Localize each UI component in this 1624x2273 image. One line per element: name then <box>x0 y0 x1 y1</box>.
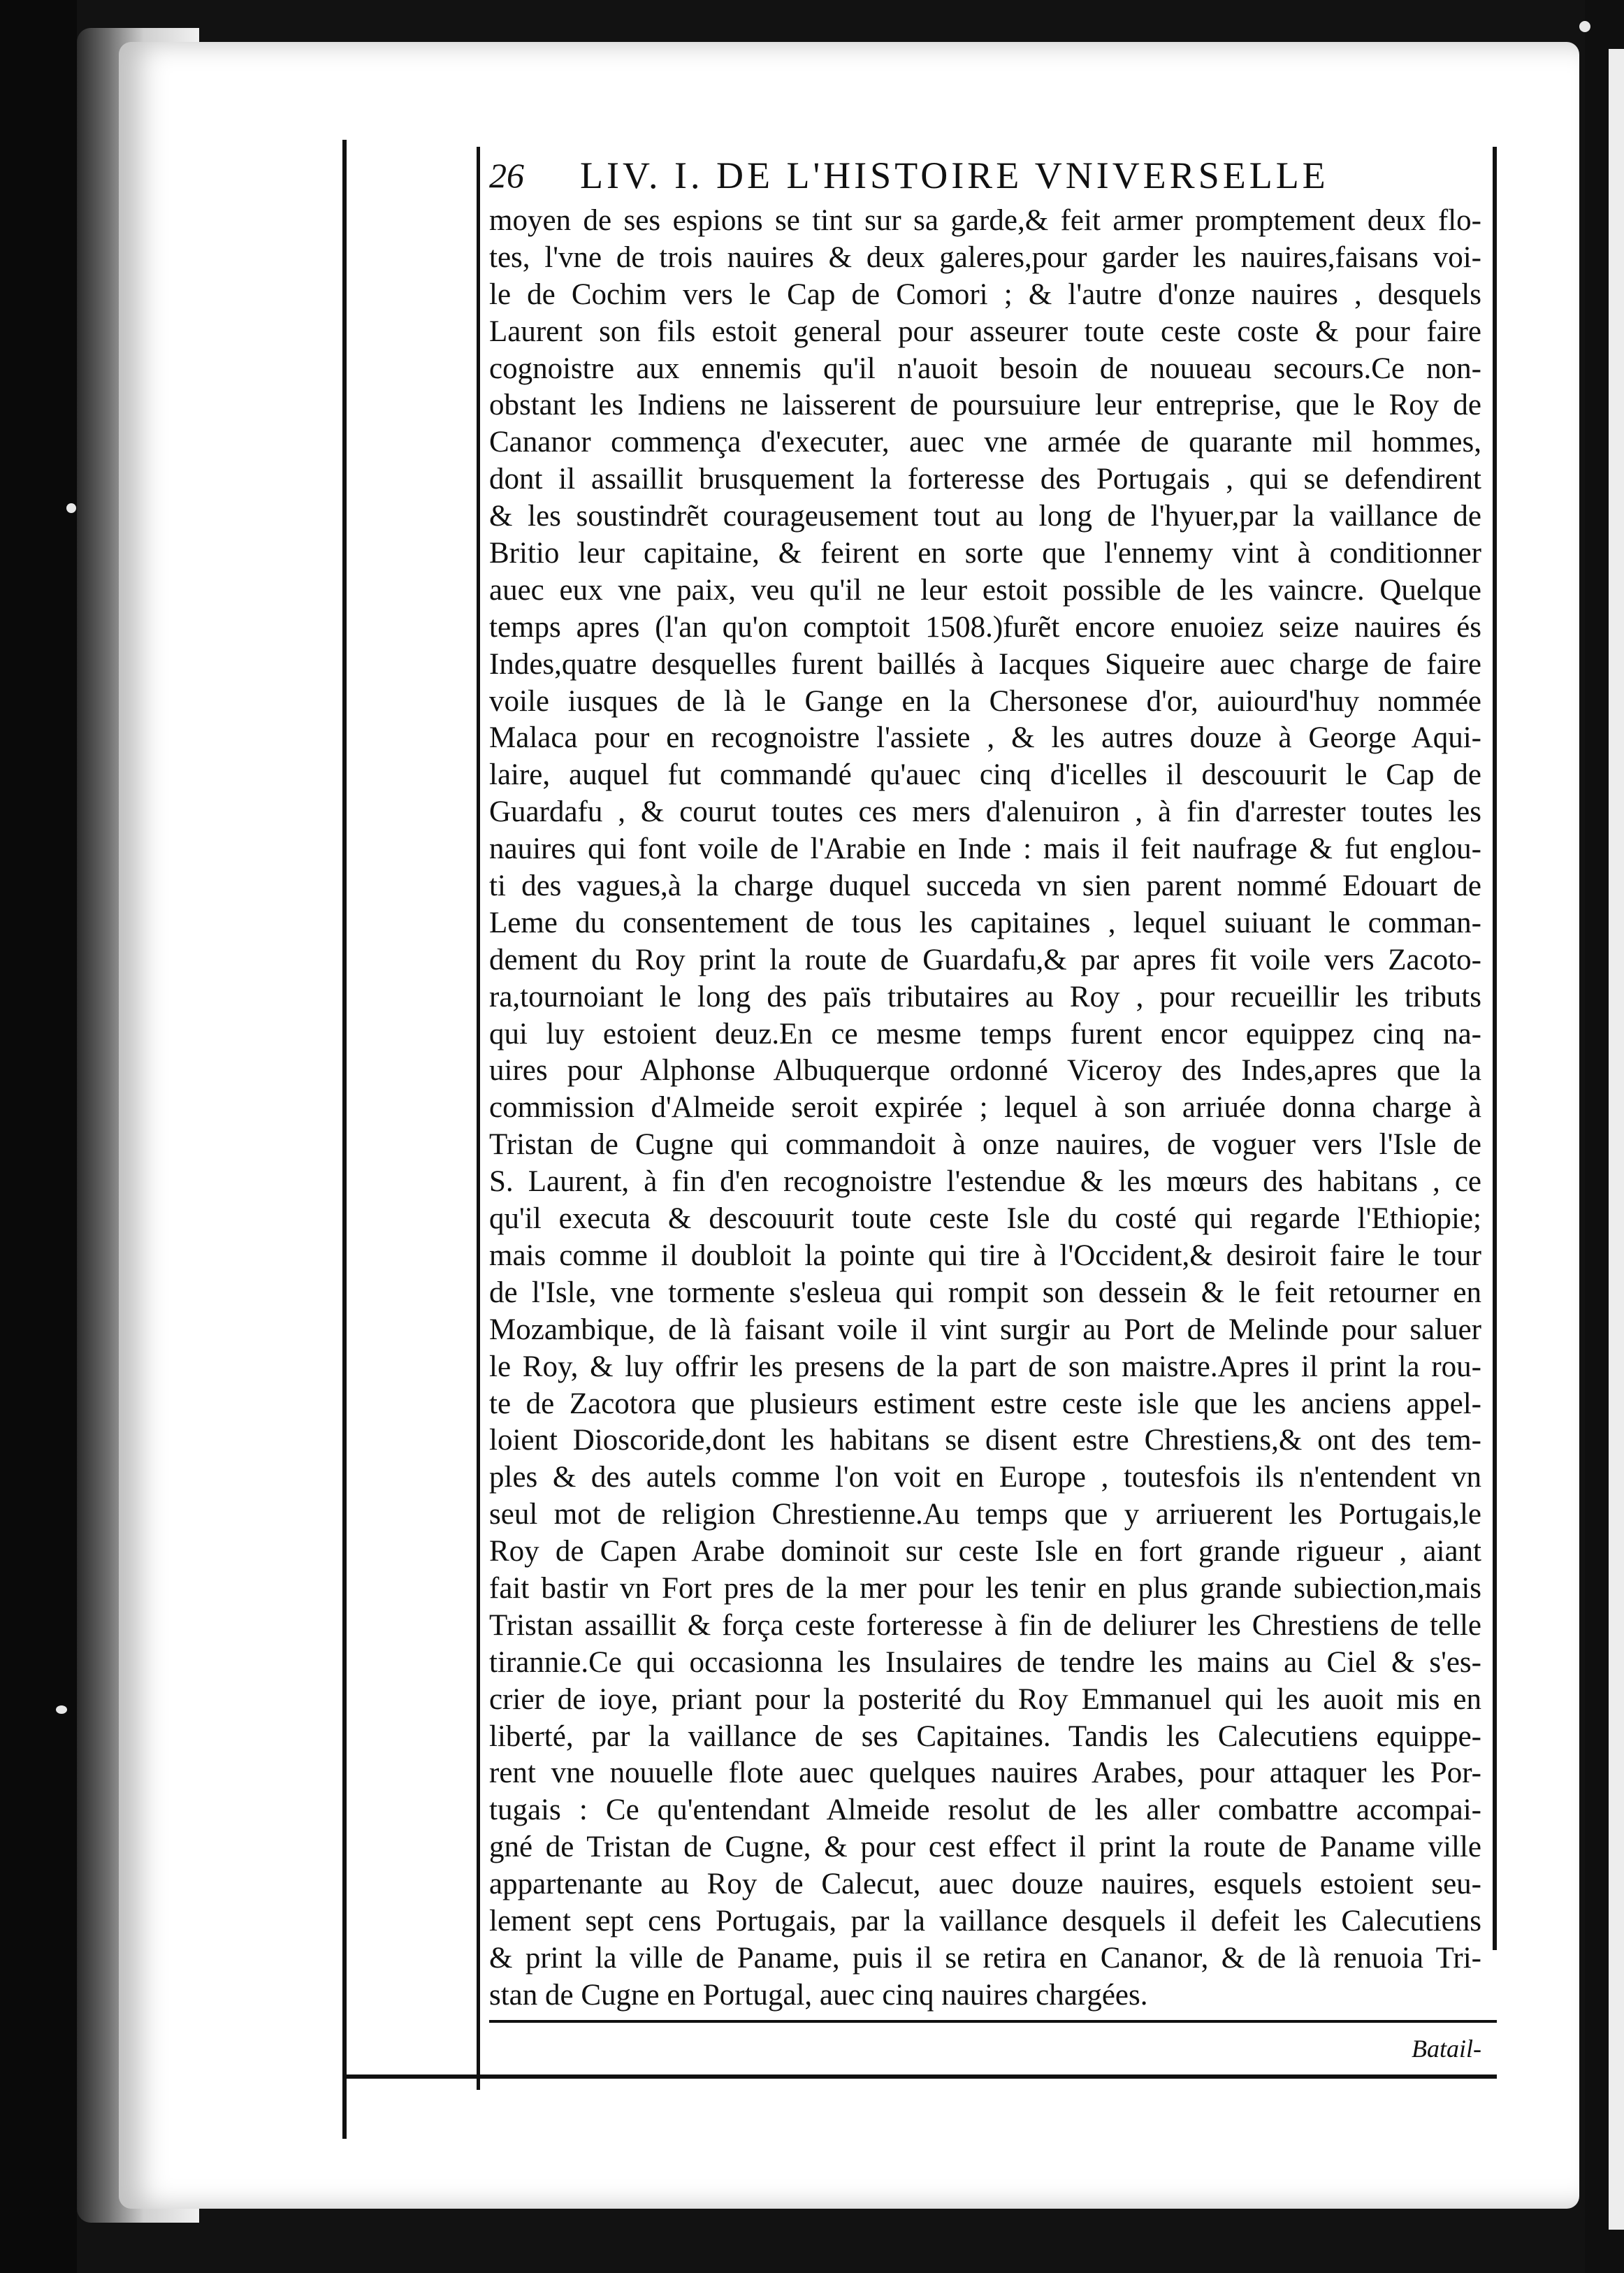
text-line: gné de Tristan de Cugne, & pour cest effect il print la route de Paname ville <box>489 1831 1481 1864</box>
text-block-bottom-rule <box>489 2020 1497 2023</box>
text-line: Indes,quatre desquelles furent baillés à Iacques Siqueire auec charge de faire <box>489 647 1481 681</box>
text-line: & print la ville de Paname, puis il se retira en Cananor, & de là renuoia Tri- <box>489 1941 1481 1975</box>
text-line: qui luy estoient deuz.En ce mesme temps furent encor equippez cinq na- <box>489 1017 1481 1051</box>
scan-speck <box>56 1705 67 1714</box>
scan-background-right <box>1585 0 1624 2273</box>
text-line: loient Dioscoride,dont les habitans se disent estre Chrestiens,& ont des tem- <box>489 1424 1481 1457</box>
catchword: Batail- <box>1412 2035 1481 2063</box>
text-line: cognoistre aux ennemis qu'il n'auoit besoin de nouueau secours.Ce non- <box>489 352 1481 385</box>
text-line: Britio leur capitaine, & feirent en sorte que l'ennemy vint à conditionner <box>489 537 1481 570</box>
body-text <box>489 203 1481 2014</box>
scan-speck <box>66 503 76 513</box>
text-line: qu'il executa & descouurit toute ceste Isle du costé qui regarde l'Ethiopie; <box>489 1202 1481 1236</box>
text-line: Tristan de Cugne qui commandoit à onze nauires, de voguer vers l'Isle de <box>489 1128 1481 1162</box>
text-line: dement du Roy print la route de Guardafu,& par apres fit voile vers Zacoto- <box>489 943 1481 976</box>
text-line: Tristan assaillit & força ceste forteresse à fin de deliurer les Chrestiens de telle <box>489 1608 1481 1642</box>
text-line: Guardafu , & courut toutes ces mers d'alenuiron , à fin d'arrester toutes les <box>489 795 1481 829</box>
text-line: le Roy, & luy offrir les presens de la part de son maistre.Apres il print la rou- <box>489 1350 1481 1383</box>
text-line: tirannie.Ce qui occasionna les Insulaires de tendre les mains au Ciel & s'es- <box>489 1645 1481 1679</box>
text-line: nauires qui font voile de l'Arabie en Inde : mais il feit naufrage & fut englou- <box>489 832 1481 866</box>
text-line: de l'Isle, vne tormente s'esleua qui rompit son dessein & le feit retourner en <box>489 1276 1481 1309</box>
text-line: fait bastir vn Fort pres de la mer pour les tenir en plus grande subiection,mais <box>489 1571 1481 1605</box>
text-line: stan de Cugne en Portugal, auec cinq nauires chargées. <box>489 1978 1148 2012</box>
text-line: mais comme il doubloit la pointe qui tire à l'Occident,& desiroit faire le tour <box>489 1239 1481 1272</box>
margin-column-rule <box>477 147 480 2090</box>
text-line: ples & des autels comme l'on voit en Europe , toutesfois ils n'entendent vn <box>489 1461 1481 1494</box>
text-line: Malaca pour en recognoistre l'assiete , & les autres douze à George Aqui- <box>489 721 1481 755</box>
text-line: Cananor commença d'executer, auec vne armée de quarante mil hommes, <box>489 426 1481 459</box>
text-line: commission d'Almeide seroit expirée ; lequel à son arriuée donna charge à <box>489 1091 1481 1125</box>
text-line: rent vne nouuelle flote auec quelques nauires Arabes, pour attaquer les Por- <box>489 1756 1481 1790</box>
text-line: temps apres (l'an qu'on comptoit 1508.)furẽt encore enuoiez seize nauires és <box>489 610 1481 644</box>
page-frame-bottom-rule <box>342 2074 1497 2079</box>
text-line: lement sept cens Portugais, par la vaillance desquels il defeit les Calecutiens <box>489 1904 1481 1938</box>
text-line: voile iusques de là le Gange en la Chersonese d'or, auiourd'huy nommée <box>489 684 1481 718</box>
text-line: tes, l'vne de trois nauires & deux galeres,pour garder les nauires,faisans voi- <box>489 240 1481 274</box>
text-line: & les soustindrẽt courageusement tout au long de l'hyuer,par la vaillance de <box>489 500 1481 533</box>
text-line: te de Zacotora que plusieurs estiment estre ceste isle que les anciens appel- <box>489 1387 1481 1420</box>
text-line: moyen de ses espions se tint sur sa garde,& feit armer promptement deux flo- <box>489 204 1481 237</box>
text-line: Mozambique, de là faisant voile il vint surgir au Port de Melinde pour saluer <box>489 1313 1481 1346</box>
text-line: obstant les Indiens ne laisserent de poursuiure leur entreprise, que le Roy de <box>489 389 1481 422</box>
text-line: ra,tournoiant le long des païs tributaires au Roy , pour recueillir les tributs <box>489 980 1481 1013</box>
scan-background-left <box>0 0 77 2273</box>
text-line: uires pour Alphonse Albuquerque ordonné Viceroy des Indes,apres que la <box>489 1054 1481 1088</box>
facing-page-edge <box>1609 49 1624 2230</box>
page-header <box>489 150 1481 201</box>
scan-speck <box>1579 21 1590 32</box>
page-number: 26 <box>489 156 524 195</box>
text-line: auec eux vne paix, veu qu'il ne leur estoit possible de les vaincre. Quelque <box>489 573 1481 607</box>
text-line: S. Laurent, à fin d'en recognoistre l'estendue & les mœurs des habitans , ce <box>489 1165 1481 1199</box>
text-line: Leme du consentement de tous les capitaines , lequel suiuant le comman- <box>489 906 1481 939</box>
text-line: dont il assaillit brusquement la forteresse des Portugais , qui se defendirent <box>489 463 1481 496</box>
text-line: laire, auquel fut commandé qu'auec cinq d'icelles il descouurit le Cap de <box>489 758 1481 792</box>
text-line: liberté, par la vaillance de ses Capitaines. Tandis les Calecutiens equippe- <box>489 1719 1481 1753</box>
text-line: Roy de Capen Arabe dominoit sur ceste Isle en fort grande rigueur , aiant <box>489 1535 1481 1568</box>
running-head: LIV. I. DE L'HISTOIRE VNIVERSELLE <box>580 154 1329 196</box>
text-line: appartenante au Roy de Calecut, auec douze nauires, esquels estoient seu- <box>489 1868 1481 1901</box>
text-line: ti des vagues,à la charge duquel succeda vn sien parent nommé Edouart de <box>489 869 1481 903</box>
text-line: crier de ioye, priant pour la posterité du Roy Emmanuel qui les auoit mis en <box>489 1682 1481 1716</box>
page-frame-right-rule <box>1493 147 1497 1950</box>
text-line: tugais : Ce qu'entendant Almeide resolut de les aller combattre accompai- <box>489 1794 1481 1827</box>
page-frame-left-rule <box>342 140 347 2139</box>
text-line: Laurent son fils estoit general pour asseurer toute ceste coste & pour faire <box>489 315 1481 348</box>
text-line: seul mot de religion Chrestienne.Au temps que y arriuerent les Portugais,le <box>489 1498 1481 1531</box>
text-line: le de Cochim vers le Cap de Comori ; & l'autre d'onze nauires , desquels <box>489 277 1481 311</box>
